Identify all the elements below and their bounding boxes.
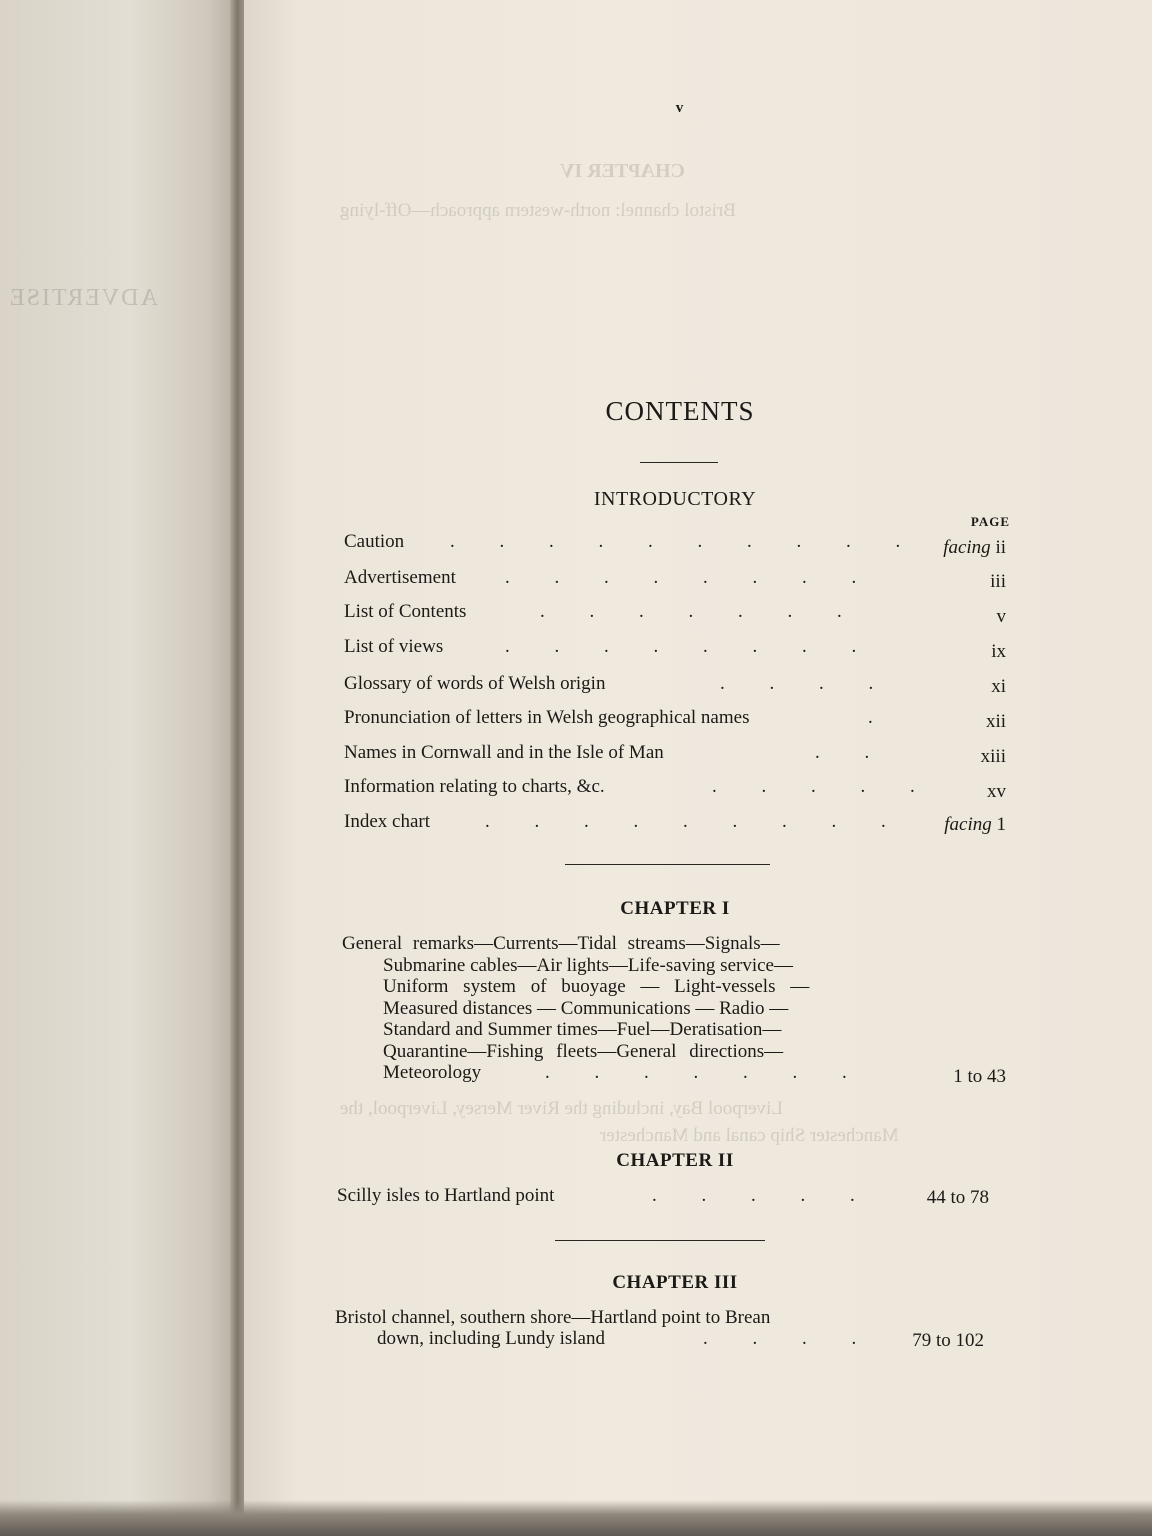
description-line: Meteorology <box>383 1062 482 1083</box>
dot-leader: . . . . . . . <box>545 1062 867 1083</box>
dot-leader: . . . . <box>720 673 894 694</box>
toc-entry-page: facing 1 <box>944 814 1006 835</box>
dot-leader: . . . . . . . <box>540 601 862 622</box>
description-line: down, including Lundy island <box>377 1328 605 1349</box>
chapter-page-range: 79 to 102 <box>912 1330 984 1351</box>
dot-leader: . . . . . <box>712 776 935 797</box>
toc-entry-label: Pronunciation of letters in Welsh geographical names <box>344 707 750 728</box>
toc-entry-label: Names in Cornwall and in the Isle of Man <box>344 742 664 763</box>
facing-prefix: facing <box>943 537 991 558</box>
toc-entry-page: ix <box>991 641 1006 662</box>
description-line: Scilly isles to Hartland point <box>337 1185 555 1206</box>
description-line: Measured distances — Communications — Radio — <box>383 998 789 1019</box>
dot-leader: . . <box>815 742 890 763</box>
page-bottom-edge <box>0 1500 1152 1536</box>
toc-entry-label: List of views <box>344 636 444 657</box>
chapter-heading: CHAPTER III <box>612 1272 738 1293</box>
dot-leader: . . . . <box>703 1328 877 1349</box>
dot-leader: . . . . . . . . . <box>485 811 906 832</box>
toc-entry-label: List of Contents <box>344 601 467 622</box>
toc-entry-page: facing ii <box>943 537 1006 558</box>
toc-entry-page: iii <box>990 571 1006 592</box>
description-line: Uniform system of buoyage — Light-vessels — <box>383 976 810 997</box>
page-number: v <box>675 100 685 116</box>
page-title: CONTENTS <box>605 396 755 426</box>
toc-entry-label: Index chart <box>344 811 430 832</box>
toc-entry-page: xv <box>987 781 1006 802</box>
toc-entry-page: v <box>996 606 1006 627</box>
toc-entry-label: Glossary of words of Welsh origin <box>344 673 606 694</box>
toc-entry-label: Information relating to charts, &c. <box>344 776 605 797</box>
facing-page-left <box>0 0 236 1536</box>
chapter-heading: CHAPTER I <box>620 898 730 919</box>
description-line: Standard and Summer times—Fuel—Deratisation— <box>383 1019 782 1040</box>
section-heading-introductory: INTRODUCTORY <box>593 488 757 510</box>
toc-entry-label: Advertisement <box>344 567 456 588</box>
toc-entry-page: xi <box>991 676 1006 697</box>
facing-prefix: facing <box>944 814 992 835</box>
title-divider <box>640 462 718 463</box>
description-line: Quarantine—Fishing fleets—General directions— <box>383 1041 784 1062</box>
chapter-page-range: 1 to 43 <box>953 1066 1006 1087</box>
dot-leader: . . . . . . . . <box>505 636 877 657</box>
description-line: Submarine cables—Air lights—Life-saving service— <box>383 955 793 976</box>
chapter-page-range: 44 to 78 <box>926 1187 989 1208</box>
page-column-header: PAGE <box>970 514 1010 529</box>
section-divider <box>565 864 770 865</box>
show-through-text: ADVERTISE <box>8 285 158 311</box>
contents-page <box>244 0 1152 1536</box>
section-divider <box>555 1240 765 1241</box>
description-line: General remarks—Currents—Tidal streams—Signals— <box>342 933 780 954</box>
toc-entry-label: Caution <box>344 531 405 552</box>
description-line: Bristol channel, southern shore—Hartland point to Brean <box>335 1307 771 1328</box>
toc-entry-page: xiii <box>980 746 1006 767</box>
toc-entry-page: xii <box>985 711 1006 732</box>
dot-leader: . . . . . . . . . . <box>450 531 921 552</box>
chapter-heading: CHAPTER II <box>616 1150 734 1171</box>
dot-leader: . <box>868 707 893 728</box>
dot-leader: . . . . . <box>652 1185 875 1206</box>
dot-leader: . . . . . . . . <box>505 567 877 588</box>
